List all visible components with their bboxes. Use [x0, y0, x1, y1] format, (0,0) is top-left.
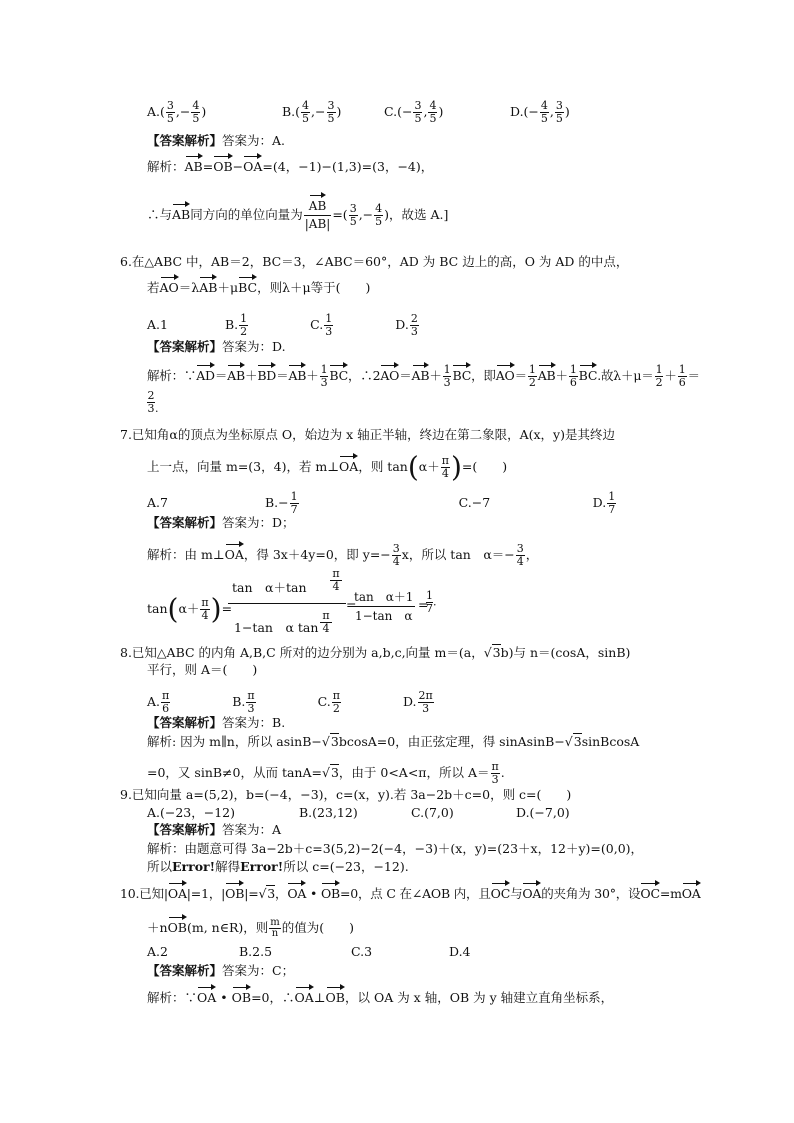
fraction: $\frac{3}{5}$: [349, 202, 357, 228]
fraction: $\frac{1}{3}$: [325, 312, 333, 338]
q9-stem: 9.已知向量 a=(5,2)，b=(−4，−3)，c=(x，y).若 3a−2b＋c=0，则 c=( ): [120, 787, 572, 802]
fraction: $\frac{1}{3}$: [443, 363, 451, 389]
q7-stem-line1: 7.已知角α的顶点为坐标原点 O，始边为 x 轴正半轴，终边在第二象限，A(x，y)是其终边: [120, 427, 615, 442]
q7-options: A.7 B.− $\frac{1}{7}$ C.−7 D. $\frac{1}{7}$: [147, 490, 616, 516]
fraction: $\frac{4}{5}$: [302, 99, 310, 125]
q9-solution-line2: 所以Error!解得Error!所以 c=(−23，−12).: [147, 859, 409, 874]
fraction: $\frac{2}{3}$: [410, 312, 418, 338]
q7-solution-line2-lhs: tan(α＋ $\frac{\pi}{4}$ )=: [147, 592, 233, 626]
fraction: $\frac{3}{5}$: [555, 99, 563, 125]
q6-stem-line2: 若AO＝λAB＋μBC，则λ＋μ等于( ): [147, 280, 371, 295]
q7-big-fraction-denominator: 1−tan α tan: [234, 620, 319, 635]
q6-stem-line1: 6.在△ABC 中，AB＝2，BC＝3，∠ABC＝60°，AD 为 BC 边上的高，O 为 AD 的中点，: [120, 254, 629, 269]
q6-options: A.1 B. $\frac{1}{2}$ C. $\frac{1}{3}$ D. $\frac{2}{3}$: [147, 312, 418, 338]
q8-options: A. $\frac{\pi}{6}$ B. $\frac{\pi}{3}$ C. $\frac{\pi}{2}$ D. $\frac{2\pi}{3}$: [147, 689, 433, 715]
fraction: $\frac{1}{2}$: [240, 312, 248, 338]
q5-option-d: D.(− $\frac{4}{5}$ , $\frac{3}{5}$ ): [510, 99, 570, 125]
q5-option-c: C.(− $\frac{3}{5}$ , $\frac{4}{5}$ ): [384, 99, 444, 125]
fraction: $\frac{4}{5}$: [192, 99, 200, 125]
q5-solution: 解析：AB=OB−OA=(4，−1)−(1,3)=(3，−4)，: [147, 159, 434, 174]
fraction: $\frac{\pi}{2}$: [332, 689, 340, 715]
fraction: $\frac{1}{6}$: [569, 363, 577, 389]
q7-big-fraction-bar: [228, 603, 346, 604]
fraction: $\frac{4}{5}$: [429, 99, 437, 125]
fraction: $\frac{\pi}{4}$: [201, 596, 209, 622]
q7-result: $\frac{1}{7}$.: [426, 589, 437, 615]
fraction: $\frac{1}{7}$: [290, 490, 298, 516]
q7-big-fraction-numerator: tan α＋tan: [232, 580, 307, 595]
q10-solution: 解析：∵OA • OB=0，∴OA⊥OB，以 OA 为 x 轴，OB 为 y 轴建立直角坐标系，: [147, 990, 614, 1005]
fraction: $\frac{1}{2}$: [528, 363, 536, 389]
q8-stem-line2: 平行，则 A＝( ): [147, 662, 258, 677]
q8-answer: 【答案解析】答案为：B.: [147, 715, 286, 730]
q8-solution-line1: 解析: 因为 m∥n，所以 asinB−√3bcosA=0，由正弦定理，得 sinAsinB−√3sinBcosA: [147, 734, 640, 749]
q5-option-a: A.( $\frac{3}{5}$ ,− $\frac{4}{5}$ ): [147, 99, 207, 125]
fraction: $\frac{2\pi}{3}$: [418, 689, 433, 715]
fraction: $\frac{1}{3}$: [320, 363, 328, 389]
fraction: $\frac{\pi}{4}$: [441, 454, 449, 480]
q9-answer: 【答案解析】答案为：A: [147, 822, 282, 837]
q7-equals-3: =: [418, 597, 429, 612]
q8-stem-line1: 8.已知△ABC 的内角 A,B,C 所对的边分别为 a,b,c,向量 m＝(a，√3b)与 n＝(cosA，sinB): [120, 645, 631, 660]
q7-equals-2: =: [346, 597, 357, 612]
q7-big-fraction-den-pi: π 4: [320, 610, 332, 635]
q7-big-fraction-num-pi: π 4: [330, 568, 342, 593]
q7-stem-line2: 上一点，向量 m=(3，4)，若 m⊥OA，则 tan(α＋ $\frac{\pi}{4}$ )=( ): [147, 450, 508, 484]
fraction: $\frac{3}{5}$: [166, 99, 174, 125]
fraction: $\frac{3}{4}$: [392, 542, 400, 568]
q6-answer: 【答案解析】答案为：D.: [147, 339, 286, 354]
fraction: $\frac{3}{5}$: [414, 99, 422, 125]
q10-answer: 【答案解析】答案为：C；: [147, 963, 295, 978]
q5-answer: 【答案解析】答案为：A.: [147, 133, 286, 148]
fraction: $\frac{1}{6}$: [678, 363, 686, 389]
q10-options: A.2 B.2.5 C.3 D.4: [147, 944, 471, 959]
fraction: $\frac{1}{2}$: [655, 363, 663, 389]
fraction: $\frac{3}{4}$: [516, 542, 524, 568]
q5-conclusion: ∴与AB同方向的单位向量为 $\frac{AB}{|AB|}$ =( $\frac{3}{5}$ ,− $\frac{4}{5}$ )，故选 A.]: [147, 199, 449, 231]
fraction: $\frac{\pi}{3}$: [247, 689, 255, 715]
fraction: $\frac{m}{n}$: [270, 917, 280, 939]
fraction: $\frac{\pi}{3}$: [491, 760, 499, 786]
fraction: $\frac{\pi}{6}$: [162, 689, 170, 715]
fraction: $\frac{4}{5}$: [540, 99, 548, 125]
fraction: $\frac{1}{7}$: [608, 490, 616, 516]
q10-stem-line2: ＋nOB(m, n∈R)，则 $\frac{m}{n}$ 的值为( ): [147, 917, 355, 939]
q7-mid-fraction: tan α＋1 1−tan α: [354, 590, 414, 623]
fraction: $\frac{3}{5}$: [327, 99, 335, 125]
q7-answer: 【答案解析】答案为：D；: [147, 515, 295, 530]
q8-solution-line2: =0，又 sinB≠0，从而 tanA=√3，由于 0<A<π，所以 A＝ $\frac{\pi}{3}$ .: [147, 760, 505, 786]
q6-solution: 解析：∵AD＝AB＋BD＝AB＋ $\frac{1}{3}$ BC，∴2AO＝AB＋ $\frac{1}{3}$ BC，即AO＝ $\frac{1}{2}$ AB＋ $\frac{1}{6}$ BC.故λ＋μ＝ $\frac{1}{2}$ ＋ $\frac{1}{6}$ ＝: [147, 363, 700, 389]
q5-option-b: B.( $\frac{4}{5}$ ,− $\frac{3}{5}$ ): [282, 99, 342, 125]
q7-solution-line1: 解析：由 m⊥OA，得 3x＋4y=0，即 y=− $\frac{3}{4}$ x，所以 tan α＝− $\frac{3}{4}$ ，: [147, 542, 539, 568]
q9-solution-line1: 解析：由题意可得 3a−2b＋c=3(5,2)−2(−4，−3)＋(x，y)=(23＋x，12＋y)=(0,0)，: [147, 841, 644, 856]
fraction: $\frac{4}{5}$: [375, 202, 383, 228]
q10-stem-line1: 10.已知|OA|=1，|OB|=√3，OA • OB=0，点 C 在∠AOB 内，且OC与OA的夹角为 30°，设OC=mOA: [120, 886, 701, 901]
q9-options: A.(−23，−12) B.(23,12) C.(7,0) D.(−7,0): [147, 805, 570, 820]
unit-vector-fraction: $\frac{AB}{|AB|}$: [304, 199, 331, 231]
q6-solution-continued: 2 3.: [147, 389, 159, 415]
